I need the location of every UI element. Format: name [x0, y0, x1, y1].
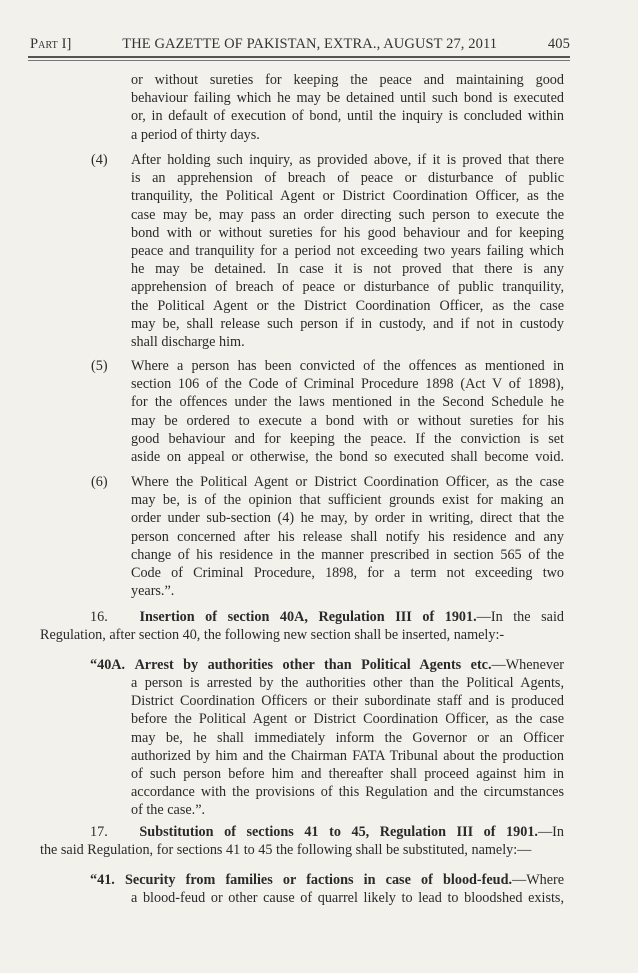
section-16: [40, 608, 564, 644]
section-40a-heading: Arrest by authorities other than Political Agents etc.: [134, 657, 492, 673]
section-16-first-line: [40, 608, 564, 626]
section-40a-text: —Whenever: [491, 657, 565, 673]
header-part: Part I]: [30, 36, 72, 52]
text-line: for the offences under the laws mentioned in the Second Schedule he: [131, 394, 564, 411]
text-line: of such person before him and thereafter shall proceed against him in: [131, 766, 564, 783]
text-line: case may be, may pass an order directing such person to execute the: [131, 206, 564, 223]
text-line: a person is arrested by the authorities other than the Political Agents,: [131, 675, 564, 691]
section-17: [40, 823, 564, 859]
section-41-text: —Where: [512, 872, 565, 888]
section-40a-number: “40A.: [90, 657, 126, 673]
subsection-number-6: (6): [91, 474, 108, 490]
text-line: he may be detained. In case it is not proved that there is any: [131, 261, 564, 278]
text-line: peace and tranquility for a period not exceeding two years failing which: [131, 243, 564, 260]
page-header: [30, 36, 570, 53]
section-17-heading: Substitution of sections 41 to 45, Regulation III of 1901.: [139, 824, 538, 840]
section-16-text: —In the said: [476, 609, 564, 625]
section-41: [90, 871, 564, 889]
continuation-paragraph: [131, 71, 564, 144]
subsection-6: [131, 473, 564, 600]
text-line: authorized by him and the Chairman FATA Tribunal about the production: [131, 747, 564, 764]
text-line: may be, he shall immediately inform the Governor or an Officer: [131, 729, 564, 746]
text-line: apprehension of breach of peace or disturbance of public tranquility,: [131, 279, 564, 296]
section-41-heading: Security from families or factions in case of blood-feud.: [125, 872, 513, 888]
section-16-number: 16.: [90, 609, 108, 625]
section-41-number: “41.: [90, 872, 115, 888]
text-line: change of his residence in the manner prescribed in section 565 of the: [131, 546, 564, 563]
section-17-number: 17.: [90, 824, 108, 840]
text-line: of the case.”.: [131, 802, 206, 819]
header-page-number: 405: [547, 36, 570, 52]
section-17-text: —In: [537, 824, 564, 840]
section-40a-body: [131, 674, 564, 820]
text-line: is an apprehension of breach of peace or disturbance of public: [131, 170, 564, 187]
text-line: years.”.: [131, 583, 175, 600]
section-40a: [90, 656, 564, 674]
text-line: aside on appeal or otherwise, the bond so executed shall become void.: [131, 449, 564, 466]
text-line: a period of thirty days.: [131, 126, 260, 143]
text-line: the said Regulation, for sections 41 to 45 the following shall be substituted, namely:—: [40, 842, 532, 859]
header-rule: [28, 56, 570, 58]
text-line: behaviour failing which he may be detained until such bond is executed: [131, 90, 564, 107]
text-line: After holding such inquiry, as provided above, if it is proved that there: [131, 152, 564, 168]
text-line: person concerned after his release shall notify his residence and any: [131, 528, 564, 545]
text-line: tranquility, the Political Agent or District Coordination Officer, as the: [131, 188, 564, 205]
text-line: before the Political Agent or District Coordination Officer, as the case: [131, 711, 564, 728]
subsection-number-4: (4): [91, 152, 108, 168]
subsection-5: [131, 357, 564, 466]
subsection-4: [131, 151, 564, 351]
text-line: order under sub-section (4) he may, by order in writing, direct that the: [131, 510, 564, 527]
text-line: Where the Political Agent or District Coordination Officer, as the case: [131, 474, 564, 490]
text-line: Regulation, after section 40, the following new section shall be inserted, namely:-: [40, 627, 505, 644]
text-line: may be, shall release such person if in custody, and if not in custody: [131, 315, 564, 332]
text-line: may be ordered to execute a bond with or without sureties for his: [131, 412, 564, 429]
header-rule-thin: [28, 60, 570, 61]
text-line: bond with or without sureties for his good behaviour and for keeping: [131, 224, 564, 241]
text-line: District Coordination Officers or their subordinate staff and is produced: [131, 693, 564, 710]
text-line: may be, is of the opinion that sufficient grounds exist for making an: [131, 492, 564, 509]
text-line: shall discharge him.: [131, 334, 245, 351]
section-41-first-line: [90, 871, 564, 889]
text-line: good behaviour and for keeping the peace. If the conviction is set: [131, 430, 564, 447]
subsection-number-5: (5): [91, 358, 108, 374]
section-16-heading: Insertion of section 40A, Regulation III of 1901.: [139, 609, 477, 625]
header-title: THE GAZETTE OF PAKISTAN, EXTRA., AUGUST 27, 2011: [122, 36, 498, 52]
text-line: the Political Agent or the District Coordination Officer, as the case: [131, 297, 564, 314]
text-line: a blood-feud or other cause of quarrel likely to lead to bloodshed exists,: [131, 890, 564, 906]
section-17-first-line: [40, 823, 564, 841]
text-line: Where a person has been convicted of the offences as mentioned in: [131, 358, 564, 374]
text-line: section 106 of the Code of Criminal Procedure 1898 (Act V of 1898),: [131, 376, 564, 393]
section-41-body: [131, 889, 564, 907]
text-line: Code of Criminal Procedure, 1898, for a term not exceeding two: [131, 565, 564, 582]
text-line: or without sureties for keeping the peace and maintaining good: [131, 72, 564, 88]
section-40a-first-line: [90, 656, 564, 674]
text-line: or, in default of execution of bond, until the inquiry is concluded within: [131, 108, 564, 125]
text-line: accordance with the provisions of this Regulation and the circumstances: [131, 784, 564, 801]
